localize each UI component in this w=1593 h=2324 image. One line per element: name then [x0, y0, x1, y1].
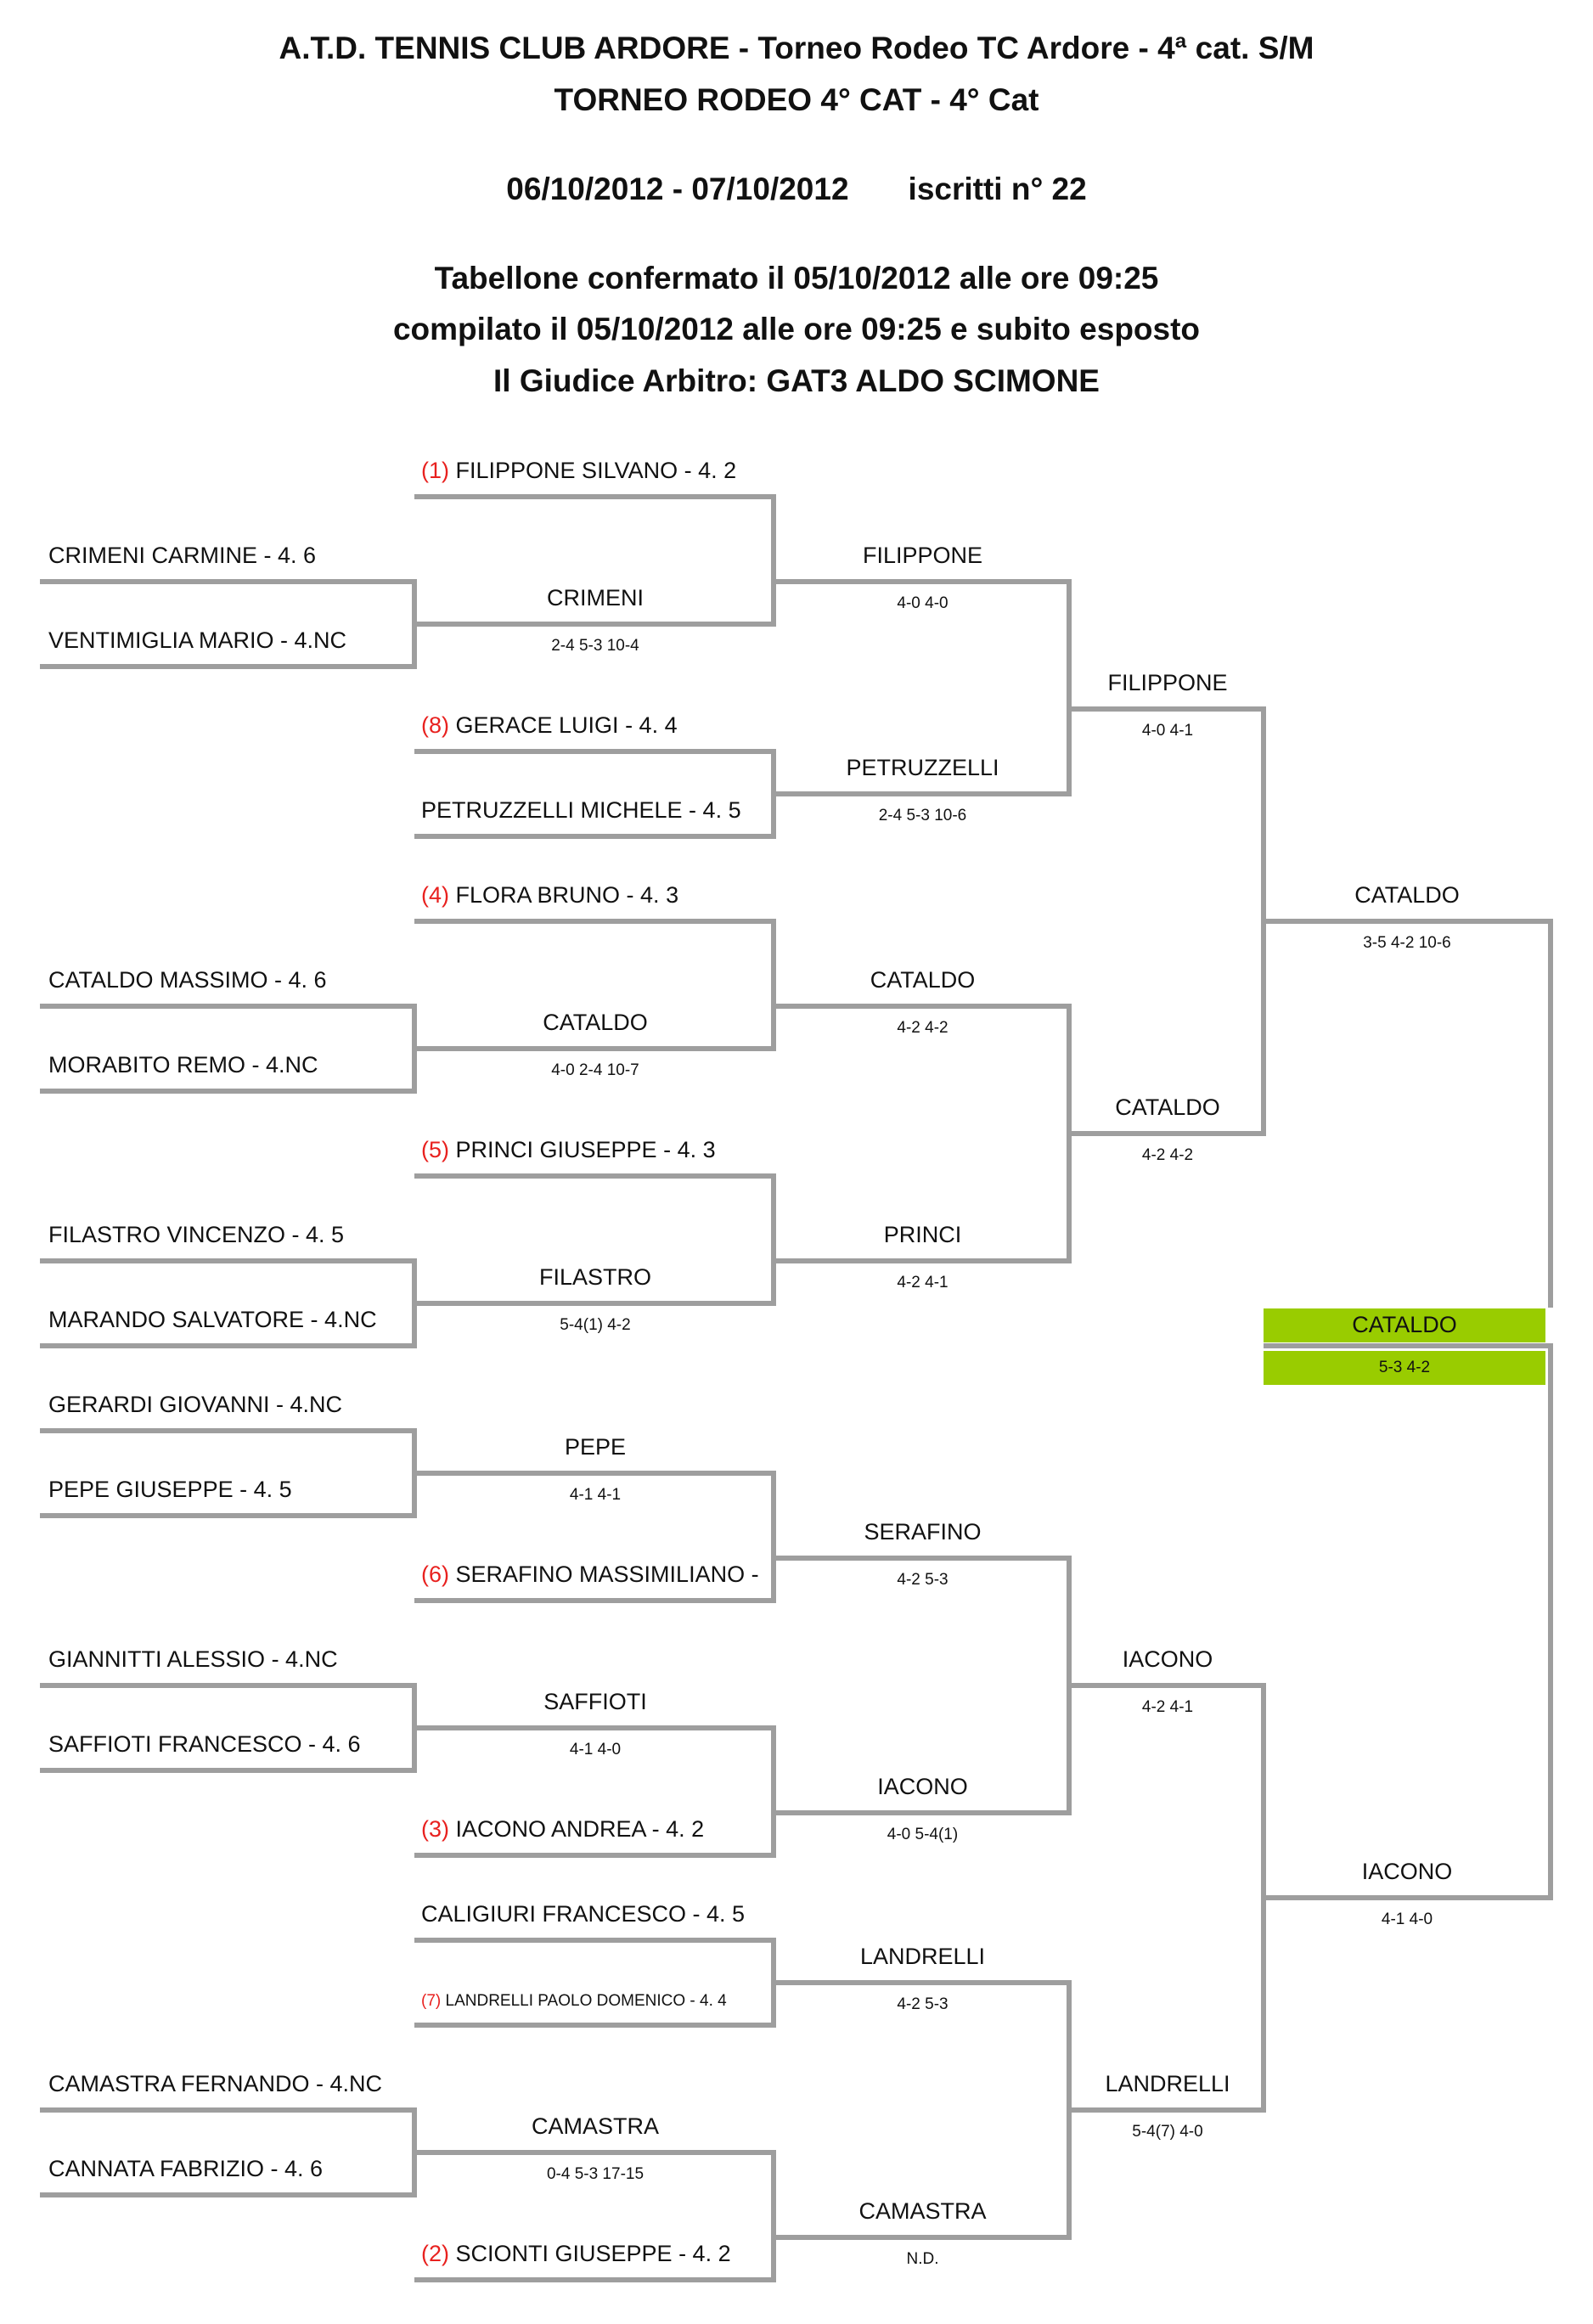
match-winner: CATALDO	[543, 1010, 648, 1035]
seed-number: (3)	[421, 1816, 449, 1842]
entry-player: SAFFIOTI FRANCESCO - 4. 6	[48, 1731, 361, 1757]
entry-player: VENTIMIGLIA MARIO - 4.NC	[48, 627, 347, 653]
dates-row	[0, 172, 1593, 207]
match-score: 4-0 4-0	[897, 594, 948, 612]
match-winner: IACONO	[1361, 1859, 1453, 1884]
match-winner: CAMASTRA	[531, 2113, 660, 2139]
match-score: 4-1 4-0	[1381, 1910, 1433, 1928]
entry-player: (2) SCIONTI GIUSEPPE - 4. 2	[421, 2241, 731, 2266]
entry-player: CATALDO MASSIMO - 4. 6	[48, 967, 327, 993]
match-winner: CATALDO	[870, 967, 976, 993]
entry-player: CAMASTRA FERNANDO - 4.NC	[48, 2071, 383, 2096]
match-score: 4-0 2-4 10-7	[551, 1061, 639, 1079]
match-score: 4-2 5-3	[897, 1571, 948, 1589]
match-score: 0-4 5-3 17-15	[546, 2165, 645, 2183]
champion-score: 5-3 4-2	[1378, 1359, 1431, 1376]
match-score: N.D.	[906, 2250, 939, 2268]
entry-player: (3) IACONO ANDREA - 4. 2	[421, 1816, 705, 1842]
entry-player: (6) SERAFINO MASSIMILIANO -	[421, 1562, 759, 1587]
match-score: 4-2 4-1	[1141, 1698, 1194, 1716]
entry-player: MORABITO REMO - 4.NC	[48, 1052, 318, 1078]
draw-compiled-note: compilato il 05/10/2012 alle ore 09:25 e subito esposto	[392, 312, 1201, 346]
entry-player: (5) PRINCI GIUSEPPE - 4. 3	[421, 1137, 716, 1162]
match-winner: IACONO	[877, 1774, 968, 1799]
seed-number: (7)	[421, 1992, 442, 2010]
draw-confirmed-note: Tabellone confermato il 05/10/2012 alle ore 09:25	[434, 261, 1159, 295]
match-winner: FILIPPONE	[862, 543, 983, 568]
match-winner: SERAFINO	[864, 1519, 982, 1545]
match-winner: FILIPPONE	[1107, 670, 1228, 695]
champion-name: CATALDO	[1352, 1312, 1457, 1337]
entry-player: GIANNITTI ALESSIO - 4.NC	[48, 1646, 338, 1672]
match-score: 5-4(7) 4-0	[1132, 2123, 1203, 2141]
match-winner: IACONO	[1122, 1646, 1213, 1672]
entry-player: (4) FLORA BRUNO - 4. 3	[421, 882, 679, 908]
seed-number: (2)	[421, 2241, 449, 2266]
tournament-title: A.T.D. TENNIS CLUB ARDORE - Torneo Rodeo TC Ardore - 4ª cat. S/M	[279, 31, 1314, 65]
entrants-count: iscritti n° 22	[908, 172, 1087, 206]
match-score: 2-4 5-3 10-4	[551, 637, 639, 655]
seed-number: (6)	[421, 1562, 449, 1587]
entry-player: CANNATA FABRIZIO - 4. 6	[48, 2156, 324, 2181]
match-score: 4-0 4-1	[1141, 722, 1194, 740]
match-score: 4-0 5-4(1)	[887, 1826, 959, 1843]
match-score: 4-2 5-3	[897, 1995, 948, 2013]
match-winner: PRINCI	[883, 1222, 962, 1247]
match-score: 4-2 4-1	[897, 1274, 948, 1291]
entry-player: (7) LANDRELLI PAOLO DOMENICO - 4. 4	[421, 1992, 727, 2010]
match-score: 4-1 4-1	[569, 1486, 622, 1504]
match-score: 3-5 4-2 10-6	[1363, 934, 1451, 952]
match-score: 5-4(1) 4-2	[560, 1316, 631, 1334]
entry-player: CRIMENI CARMINE - 4. 6	[48, 543, 317, 568]
match-winner: LANDRELLI	[859, 1944, 986, 1969]
match-winner: CAMASTRA	[858, 2198, 987, 2224]
match-winner: CRIMENI	[547, 585, 644, 611]
entry-player: (1) FILIPPONE SILVANO - 4. 2	[421, 458, 737, 483]
entry-player: (8) GERACE LUIGI - 4. 4	[421, 712, 678, 738]
match-score: 4-2 4-2	[897, 1019, 948, 1037]
match-winner: PEPE	[564, 1434, 627, 1460]
seed-number: (4)	[421, 882, 449, 908]
entry-player: CALIGIURI FRANCESCO - 4. 5	[421, 1901, 746, 1927]
entry-player: MARANDO SALVATORE - 4.NC	[48, 1307, 377, 1332]
entry-player: GERARDI GIOVANNI - 4.NC	[48, 1392, 343, 1417]
match-winner: CATALDO	[1115, 1094, 1220, 1120]
match-winner: LANDRELLI	[1105, 2071, 1230, 2096]
seed-number: (5)	[421, 1137, 449, 1162]
match-winner: PETRUZZELLI	[846, 755, 999, 780]
entry-player: FILASTRO VINCENZO - 4. 5	[48, 1222, 345, 1247]
tournament-subtitle: TORNEO RODEO 4° CAT - 4° Cat	[554, 82, 1039, 117]
match-score: 4-2 4-2	[1141, 1146, 1194, 1164]
entry-player: PEPE GIUSEPPE - 4. 5	[48, 1477, 292, 1502]
match-winner: CATALDO	[1354, 882, 1460, 908]
match-score: 2-4 5-3 10-6	[878, 807, 967, 824]
entry-player: PETRUZZELLI MICHELE - 4. 5	[421, 797, 741, 823]
match-score: 4-1 4-0	[569, 1741, 622, 1758]
seed-number: (8)	[421, 712, 449, 738]
seed-number: (1)	[421, 458, 449, 483]
tournament-dates: 06/10/2012 - 07/10/2012	[506, 172, 849, 206]
match-winner: SAFFIOTI	[543, 1689, 647, 1714]
referee-note: Il Giudice Arbitro: GAT3 ALDO SCIMONE	[493, 363, 1100, 398]
match-winner: FILASTRO	[538, 1264, 652, 1290]
